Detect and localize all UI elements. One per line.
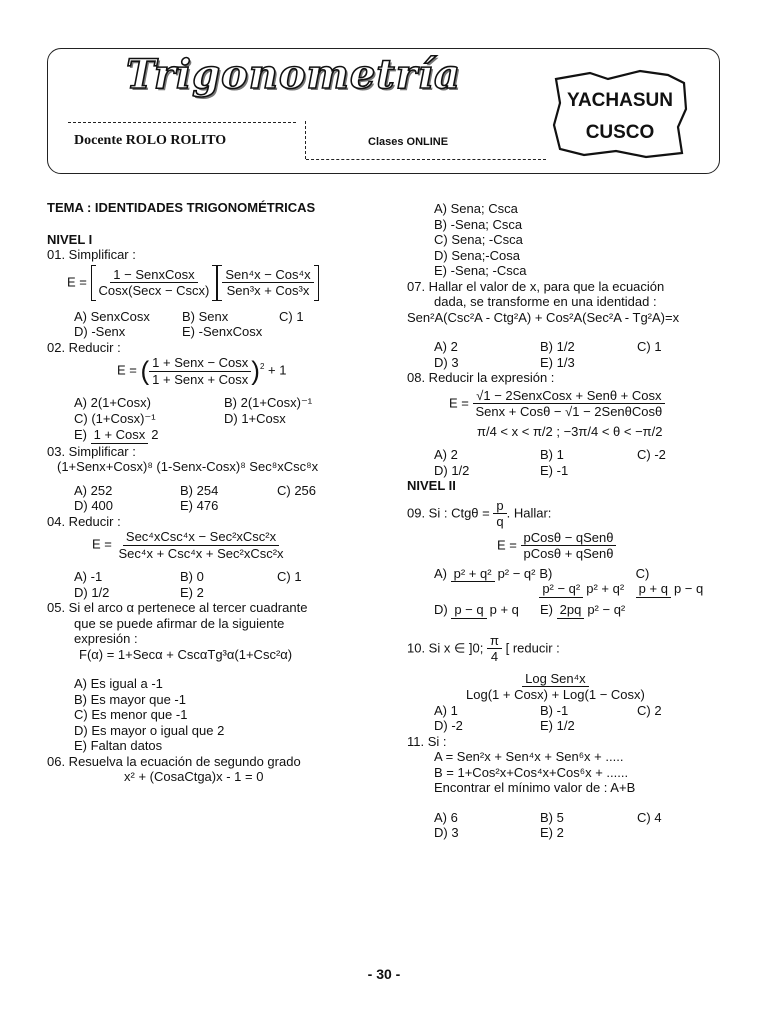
q07-options: A) 2 B) 1/2 C) 1 D) 3 E) 1/3 <box>434 339 662 370</box>
q06-expression: x² + (CosaCtga)x - 1 = 0 <box>124 769 264 784</box>
q05-stem: expresión : <box>74 631 138 646</box>
q11-line: B = 1+Cos²x+Cos⁴x+Cos⁶x + ...... <box>434 764 629 780</box>
q02-stem: 02. Reducir : <box>47 339 121 355</box>
q10-stem: 10. Si x ∈ ]0; $\frac{\pi}{4}$ [ reducir : <box>407 632 560 665</box>
q11-line: Encontrar el mínimo valor de : A+B <box>434 780 636 796</box>
q04-stem: 04. Reducir : <box>47 513 121 529</box>
q05-stem: que se puede afirmar de la siguiente <box>74 615 285 631</box>
topic-title: TEMA : IDENTIDADES TRIGONOMÉTRICAS <box>47 200 316 215</box>
q11-stem: 11. Si : <box>407 733 447 749</box>
q02-formula: E = ( 1 + Senx − Cosx 1 + Senx + Cosx )$^2$ + 1 <box>117 355 287 387</box>
q11-line: A = Sen²x + Sen⁴x + Sen⁶x + ..... <box>434 749 624 765</box>
q08-stem: 08. Reducir la expresión : <box>407 370 555 385</box>
stamp-line2: CUSCO <box>585 122 655 143</box>
q10-options: A) 1 B) -1 C) 2 D) -2 E) 1/2 <box>434 702 662 734</box>
q03-stem: 03. Simplificar : <box>47 443 136 459</box>
q08-options: A) 2 B) 1 C) -2 D) 1/2 E) -1 <box>434 447 666 478</box>
q09-formula: E = pCosθ − qSenθ pCosθ + qSenθ <box>497 530 723 562</box>
q07-stem: 07. Hallar el valor de x, para que la ecuación <box>407 278 665 294</box>
header-box <box>47 48 720 174</box>
left-column <box>47 200 365 785</box>
classes-label: Clases ONLINE <box>368 136 449 148</box>
q09-options: A) p² + q² p² − q² B) p² − q² p² + q² C) p + q p − q D) p − q p + q E) 2pq p² − q² <box>434 565 704 618</box>
q04-options: A) -1 B) 0 C) 1 D) 1/2 E) 2 <box>74 569 302 600</box>
q08-formula: E = √1 − 2SenxCosx + Senθ + Cosx Senx + Cosθ − √1 − 2SenθCosθ <box>449 388 723 420</box>
stamp-line1: YACHASUN <box>567 90 673 111</box>
level-heading: NIVEL II <box>407 478 456 493</box>
q01-formula: E = 1 − SenxCosx Cosx(Secx − Cscx) Sen⁴x − Cos⁴x Sen³x + Cos³x <box>67 265 365 301</box>
divider <box>68 122 296 123</box>
q03-expression: (1+Senx+Cosx)⁸ (1-Senx-Cosx)⁸ Sec⁸xCsc⁸x <box>57 459 319 474</box>
teacher-name: Docente ROLO ROLITO <box>74 133 227 148</box>
q01-stem: 01. Simplificar : <box>47 247 136 262</box>
map-stamp-icon <box>550 69 690 159</box>
q08-conditions: π/4 < x < π/2 ; −3π/4 < θ < −π/2 <box>477 423 663 439</box>
q05-options: A) Es igual a -1 B) Es mayor que -1 C) Es menor que -1 D) Es mayor o igual que 2 E) Faltan datos <box>74 676 225 753</box>
q06-options: A) Sena; Csca B) -Sena; Csca C) Sena; -Csca D) Sena;-Cosa E) -Sena; -Csca <box>434 201 527 278</box>
right-column <box>407 201 723 841</box>
title-logo: Trigonometría <box>126 51 461 98</box>
q10-formula: Log Sen⁴x Log(1 + Cosx) + Log(1 − Cosx) <box>466 670 645 703</box>
q06-stem: 06. Resuelva la ecuación de segundo grado <box>47 753 301 769</box>
q07-stem: dada, se transforme en una identidad : <box>434 294 657 309</box>
q05-expression: F(α) = 1+Secα + CscαTg³α(1+Csc²α) <box>79 646 293 662</box>
q07-expression: Sen²A(Csc²A - Ctg²A) + Cos²A(Sec²A - Tg²A)=x <box>407 309 680 325</box>
q02-options: A) 2(1+Cosx) B) 2(1+Cosx)⁻¹ C) (1+Cosx)⁻¹ D) 1+Cosx E) 1 + Cosx 2 <box>74 395 313 442</box>
q03-options: A) 252 B) 254 C) 256 D) 400 E) 476 <box>74 482 317 513</box>
level-heading: NIVEL I <box>47 231 93 247</box>
q04-formula: E = Sec⁴xCsc⁴x − Sec²xCsc²x Sec⁴x + Csc⁴x + Sec²xCsc²x <box>92 529 284 561</box>
page-number: - 30 - <box>367 966 401 982</box>
q11-options: A) 6 B) 5 C) 4 D) 3 E) 2 <box>434 809 662 841</box>
q05-stem: 05. Si el arco α pertenece al tercer cuadrante <box>47 600 308 615</box>
q01-options: A) SenxCosx B) Senx C) 1 D) -Senx E) -SenxCosx <box>74 308 304 339</box>
divider <box>306 159 546 160</box>
divider <box>305 121 306 159</box>
q09-stem: 09. Si : Ctgθ = $\frac{p}{q}$ . Hallar: <box>407 497 552 529</box>
